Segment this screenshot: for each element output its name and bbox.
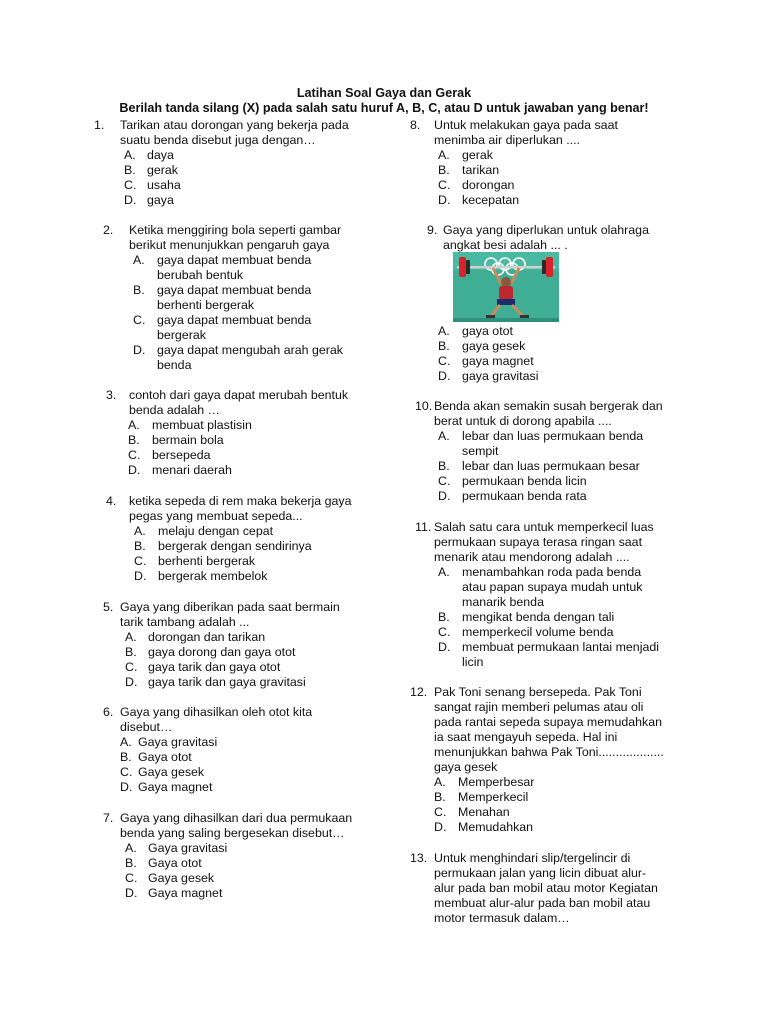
answer-option[interactable] [438, 369, 538, 384]
question-stem-line: pada rantai sepeda supaya memudahkan [434, 715, 663, 729]
option-letter: C. [133, 313, 146, 327]
option-letter: A. [125, 841, 137, 855]
option-text [138, 765, 312, 780]
option-text-line: gaya otot [462, 324, 513, 338]
option-text-line: Gaya otot [138, 750, 192, 764]
question-stem-line: motor termasuk dalam… [434, 911, 570, 925]
option-text [148, 841, 352, 856]
option-text [462, 339, 538, 354]
page-title: Latihan Soal Gaya dan Gerak [296, 86, 472, 100]
question-stem [434, 118, 618, 148]
option-letter: D. [438, 369, 451, 383]
option-text-line: Memperkecil [458, 790, 529, 804]
option-text [462, 640, 659, 670]
option-text-line: bergerak dengan sendirinya [158, 539, 312, 553]
question-number: 12. [410, 685, 428, 699]
answer-options [134, 524, 351, 584]
answer-option[interactable] [134, 569, 351, 584]
option-letter: A. [133, 253, 145, 267]
answer-option[interactable] [120, 765, 312, 780]
option-letter: C. [438, 178, 451, 192]
answer-option[interactable] [438, 324, 538, 339]
question-stem-line: alur pada ban mobil atau motor Kegiatan [434, 881, 658, 895]
option-text-line: permukaan benda licin [462, 474, 587, 488]
question-stem [434, 520, 659, 565]
answer-option[interactable] [124, 148, 349, 163]
question-12 [410, 685, 664, 835]
question-stem-line: Pak Toni senang bersepeda. Pak Toni [434, 685, 642, 699]
question-stem-line: permukaan supaya terasa ringan saat [434, 535, 643, 549]
option-text-line: Gaya gesek [138, 765, 205, 779]
question-stem-line: Gaya yang diperlukan untuk olahraga [443, 223, 649, 237]
answer-option[interactable] [124, 163, 349, 178]
option-letter: C. [128, 448, 141, 462]
option-text-line: gaya dapat membuat benda [157, 253, 312, 267]
option-letter: A. [438, 148, 450, 162]
option-text-line: gaya gesek [462, 339, 526, 353]
option-letter: D. [133, 343, 146, 357]
question-number: 6. [103, 705, 114, 719]
question-4 [106, 494, 351, 584]
option-text [158, 539, 351, 554]
option-text-line: mengikat benda dengan tali [462, 610, 615, 624]
option-letter: D. [134, 569, 147, 583]
option-text-line: berhenti bergerak [158, 554, 256, 568]
question-stem-line: berikut menunjukkan pengaruh gaya [129, 238, 330, 252]
option-text [462, 625, 659, 640]
question-stem-line: disebut… [120, 720, 173, 734]
question-stem-line: ketika sepeda di rem maka bekerja gaya [129, 494, 352, 508]
answer-option[interactable] [133, 253, 343, 283]
answer-option[interactable] [134, 554, 351, 569]
answer-option[interactable] [128, 463, 348, 478]
option-text-line: Memudahkan [458, 820, 534, 834]
question-8 [410, 118, 618, 208]
question-stem [434, 685, 664, 775]
answer-options [438, 565, 659, 670]
option-letter: C. [438, 474, 451, 488]
option-letter: B. [438, 459, 450, 473]
option-text [147, 178, 349, 193]
question-stem [129, 223, 343, 253]
option-text [462, 610, 659, 625]
answer-option[interactable] [438, 354, 538, 369]
answer-option[interactable] [434, 775, 664, 790]
answer-option[interactable] [438, 474, 663, 489]
option-text [148, 645, 340, 660]
option-text [158, 569, 351, 584]
option-text [152, 433, 348, 448]
option-text [462, 148, 618, 163]
question-stem-line: benda adalah … [129, 403, 220, 417]
option-text [148, 630, 340, 645]
option-letter: C. [438, 625, 451, 639]
answer-option[interactable] [438, 489, 663, 504]
option-text-line: Menahan [458, 805, 510, 819]
question-number: 11. [415, 520, 432, 534]
answer-options [133, 253, 343, 373]
answer-option[interactable] [120, 735, 312, 750]
option-letter: C. [125, 871, 138, 885]
option-text [147, 148, 349, 163]
option-letter: B. [134, 539, 146, 553]
option-text [148, 856, 352, 871]
question-number: 2. [103, 223, 114, 237]
answer-option[interactable] [128, 418, 348, 433]
option-text-line: licin [462, 655, 484, 669]
option-letter: D. [438, 640, 451, 654]
option-letter: B. [124, 163, 136, 177]
question-stem-line: permukaan jalan yang licin dibuat alur- [434, 866, 647, 880]
option-letter: B. [434, 790, 446, 804]
option-letter: C. [134, 554, 147, 568]
option-text [462, 324, 538, 339]
option-text-line: sempit [462, 444, 499, 458]
question-stem-line: Salah satu cara untuk memperkecil luas [434, 520, 654, 534]
question-11 [415, 520, 659, 670]
option-text [157, 343, 343, 373]
question-10 [415, 399, 663, 504]
option-text-line: manarik benda [462, 595, 544, 609]
option-text-line: gaya dapat mengubah arah gerak [157, 343, 343, 357]
answer-option[interactable] [438, 459, 663, 474]
answer-option[interactable] [438, 610, 659, 625]
answer-option[interactable] [120, 750, 312, 765]
option-letter: D. [125, 886, 138, 900]
option-text-line: gaya dapat membuat benda [157, 283, 312, 297]
answer-option[interactable] [125, 886, 352, 901]
question-number: 8. [410, 118, 421, 132]
question-stem [120, 118, 349, 148]
answer-options [434, 775, 664, 835]
option-text-line: melaju dengan cepat [158, 524, 274, 538]
option-text-line: Gaya gravitasi [148, 841, 228, 855]
question-number: 4. [106, 494, 117, 508]
option-text [148, 871, 352, 886]
option-text [458, 820, 664, 835]
question-stem-line: menarik atau mendorong adalah .... [434, 550, 630, 564]
question-7 [103, 811, 352, 901]
option-text-line: lebar dan luas permukaan benda [462, 429, 644, 443]
question-stem-line: gaya gesek [434, 760, 498, 774]
option-text-line: Gaya magnet [138, 780, 213, 794]
answer-option[interactable] [125, 841, 352, 856]
question-9 [427, 223, 649, 383]
question-stem [434, 399, 663, 429]
answer-option[interactable] [434, 820, 664, 835]
option-letter: D. [128, 463, 141, 477]
option-text-line: Gaya magnet [148, 886, 223, 900]
option-letter: B. [125, 856, 137, 870]
option-letter: D. [434, 820, 447, 834]
option-text-line: daya [147, 148, 174, 162]
option-text [462, 163, 618, 178]
answer-option[interactable] [125, 871, 352, 886]
weightlifting-photo [453, 252, 559, 322]
option-letter: C. [434, 805, 447, 819]
option-text-line: lebar dan luas permukaan besar [462, 459, 640, 473]
question-stem-line: pegas yang membuat sepeda... [129, 509, 303, 523]
question-number: 10. [415, 399, 433, 413]
answer-option[interactable] [438, 625, 659, 640]
question-stem-line: Benda akan semakin susah bergerak dan [434, 399, 663, 413]
answer-option[interactable] [134, 539, 351, 554]
option-text-line: gaya dorong dan gaya otot [148, 645, 296, 659]
answer-option[interactable] [438, 429, 663, 459]
option-text-line: gaya gravitasi [462, 369, 539, 383]
option-letter: A. [438, 429, 450, 443]
answer-option[interactable] [438, 339, 538, 354]
answer-options [125, 630, 340, 690]
option-text-line: membuat plastisin [152, 418, 252, 432]
question-stem-line: Gaya yang diberikan pada saat bermain [120, 600, 340, 614]
answer-option[interactable] [128, 433, 348, 448]
question-number: 13. [410, 851, 428, 865]
option-text [138, 780, 312, 795]
question-stem [129, 388, 348, 418]
option-letter: A. [124, 148, 136, 162]
answer-option[interactable] [125, 645, 340, 660]
answer-option[interactable] [120, 780, 312, 795]
answer-option[interactable] [125, 856, 352, 871]
option-text-line: gaya tarik dan gaya otot [148, 660, 281, 674]
option-letter: C. [120, 765, 133, 779]
answer-options [438, 324, 538, 384]
question-stem-line: suatu benda disebut juga dengan… [120, 133, 316, 147]
question-stem [120, 600, 340, 630]
option-text [158, 524, 351, 539]
question-stem [120, 705, 312, 735]
option-letter: B. [133, 283, 145, 297]
option-text [462, 429, 663, 459]
option-text-line: Gaya gesek [148, 871, 215, 885]
option-text [138, 750, 312, 765]
answer-option[interactable] [125, 630, 340, 645]
answer-options [125, 841, 352, 901]
option-text-line: menambahkan roda pada benda [462, 565, 642, 579]
answer-option[interactable] [438, 640, 659, 670]
question-stem [443, 223, 649, 253]
option-letter: A. [120, 735, 132, 749]
question-2 [103, 223, 343, 373]
answer-options [438, 148, 618, 208]
question-stem-line: Ketika menggiring bola seperti gambar [129, 223, 342, 237]
option-letter: A. [438, 324, 450, 338]
question-3 [106, 388, 348, 478]
option-text [152, 463, 348, 478]
option-letter: D. [438, 193, 451, 207]
question-number: 7. [103, 811, 114, 825]
option-text [157, 253, 343, 283]
question-stem-line: berat untuk di dorong apabila .... [434, 414, 612, 428]
option-letter: D. [125, 675, 138, 689]
question-stem-line: menimba air diperlukan .... [434, 133, 581, 147]
option-text [148, 886, 352, 901]
option-text-line: tarikan [462, 163, 500, 177]
option-text-line: gaya tarik dan gaya gravitasi [148, 675, 306, 689]
option-text [148, 660, 340, 675]
option-text-line: bermain bola [152, 433, 224, 447]
option-text [147, 163, 349, 178]
option-letter: D. [120, 780, 133, 794]
answer-options [438, 429, 663, 504]
option-text [152, 418, 348, 433]
option-text-line: benda [157, 358, 192, 372]
option-letter: A. [125, 630, 137, 644]
option-text-line: membuat permukaan lantai menjadi [462, 640, 659, 654]
option-text [147, 193, 349, 208]
option-text-line: usaha [147, 178, 181, 192]
option-letter: C. [438, 354, 451, 368]
option-text [152, 448, 348, 463]
question-number: 9. [427, 223, 438, 237]
option-text-line: Memperbesar [458, 775, 535, 789]
question-number: 1. [94, 118, 105, 132]
question-stem-line: benda yang saling bergesekan disebut… [120, 826, 345, 840]
answer-option[interactable] [438, 148, 618, 163]
option-letter: A. [438, 565, 450, 579]
answer-option[interactable] [133, 343, 343, 373]
question-stem-line: angkat besi adalah ... . [443, 238, 568, 252]
option-text [462, 178, 618, 193]
question-stem-line: membuat alur-alur pada ban mobil atau [434, 896, 651, 910]
option-letter: B. [438, 339, 450, 353]
question-5 [103, 600, 340, 690]
question-stem-line: tarik tambang adalah ... [120, 615, 250, 629]
option-text-line: gerak [147, 163, 178, 177]
option-text-line: gaya magnet [462, 354, 534, 368]
question-stem [120, 811, 352, 841]
option-text-line: gaya [147, 193, 174, 207]
option-text [157, 283, 343, 313]
answer-option[interactable] [438, 565, 659, 610]
option-text-line: bersepeda [152, 448, 211, 462]
question-number: 3. [106, 388, 117, 402]
option-text-line: dorongan dan tarikan [148, 630, 266, 644]
question-stem-line: Untuk menghindari slip/tergelincir di [434, 851, 631, 865]
answer-option[interactable] [133, 283, 343, 313]
answer-option[interactable] [438, 178, 618, 193]
option-letter: B. [438, 163, 450, 177]
option-text [462, 474, 663, 489]
option-text-line: bergerak membelok [158, 569, 268, 583]
option-text [462, 565, 659, 610]
question-stem-line: menunjukkan bahwa Pak Toni................... [434, 745, 664, 759]
option-text [148, 675, 340, 690]
option-letter: B. [128, 433, 140, 447]
instruction-text: Berilah tanda silang (X) pada salah satu huruf A, B, C, atau D untuk jawaban yang benar! [119, 101, 649, 115]
option-text [458, 805, 664, 820]
option-text [157, 313, 343, 343]
option-text-line: permukaan benda rata [462, 489, 587, 503]
question-stem-line: contoh dari gaya dapat merubah bentuk [129, 388, 349, 402]
answer-option[interactable] [125, 660, 340, 675]
weightlifter-illustration [453, 252, 559, 322]
option-text [462, 459, 663, 474]
answer-option[interactable] [125, 675, 340, 690]
question-1 [94, 118, 349, 208]
option-text-line: kecepatan [462, 193, 520, 207]
option-text-line: dorongan [462, 178, 515, 192]
answer-options [124, 148, 349, 208]
option-text [458, 790, 664, 805]
option-letter: A. [434, 775, 446, 789]
option-letter: D. [124, 193, 137, 207]
option-text-line: bergerak [157, 328, 206, 342]
question-stem-line: Gaya yang dihasilkan dari dua permukaan [120, 811, 353, 825]
answer-option[interactable] [438, 163, 618, 178]
option-letter: A. [128, 418, 140, 432]
option-text [138, 735, 312, 750]
answer-option[interactable] [434, 805, 664, 820]
question-stem-line: sangat rajin memberi pelumas atau oli [434, 700, 644, 714]
option-letter: B. [125, 645, 137, 659]
answer-option[interactable] [434, 790, 664, 805]
option-text-line: gerak [462, 148, 493, 162]
question-stem-line: Gaya yang dihasilkan oleh otot kita [120, 705, 313, 719]
option-text-line: menari daerah [152, 463, 232, 477]
option-text-line: Gaya otot [148, 856, 202, 870]
option-letter: B. [438, 610, 450, 624]
option-letter: C. [124, 178, 137, 192]
question-stem-line: Untuk melakukan gaya pada saat [434, 118, 618, 132]
question-stem-line: Tarikan atau dorongan yang bekerja pada [120, 118, 349, 132]
option-letter: A. [134, 524, 146, 538]
answer-option[interactable] [124, 178, 349, 193]
question-number: 5. [103, 600, 114, 614]
option-text-line: berubah bentuk [157, 268, 244, 282]
option-text [462, 193, 618, 208]
answer-options [120, 735, 312, 795]
option-text [158, 554, 351, 569]
answer-options [128, 418, 348, 478]
answer-option[interactable] [134, 524, 351, 539]
option-letter: D. [438, 489, 451, 503]
option-letter: C. [125, 660, 138, 674]
option-letter: B. [120, 750, 132, 764]
answer-option[interactable] [128, 448, 348, 463]
option-text-line: Gaya gravitasi [138, 735, 218, 749]
option-text-line: atau papan supaya mudah untuk [462, 580, 643, 594]
answer-option[interactable] [438, 193, 618, 208]
option-text-line: berhenti bergerak [157, 298, 255, 312]
question-stem [434, 851, 658, 926]
option-text [462, 354, 538, 369]
option-text-line: gaya dapat membuat benda [157, 313, 312, 327]
option-text-line: memperkecil volume benda [462, 625, 614, 639]
answer-option[interactable] [133, 313, 343, 343]
answer-option[interactable] [124, 193, 349, 208]
question-6 [103, 705, 312, 795]
question-stem [129, 494, 351, 524]
question-13 [410, 851, 658, 926]
question-stem-line: ia saat mengayuh sepeda. Hal ini [434, 730, 618, 744]
option-text [462, 369, 538, 384]
option-text [458, 775, 664, 790]
option-text [462, 489, 663, 504]
